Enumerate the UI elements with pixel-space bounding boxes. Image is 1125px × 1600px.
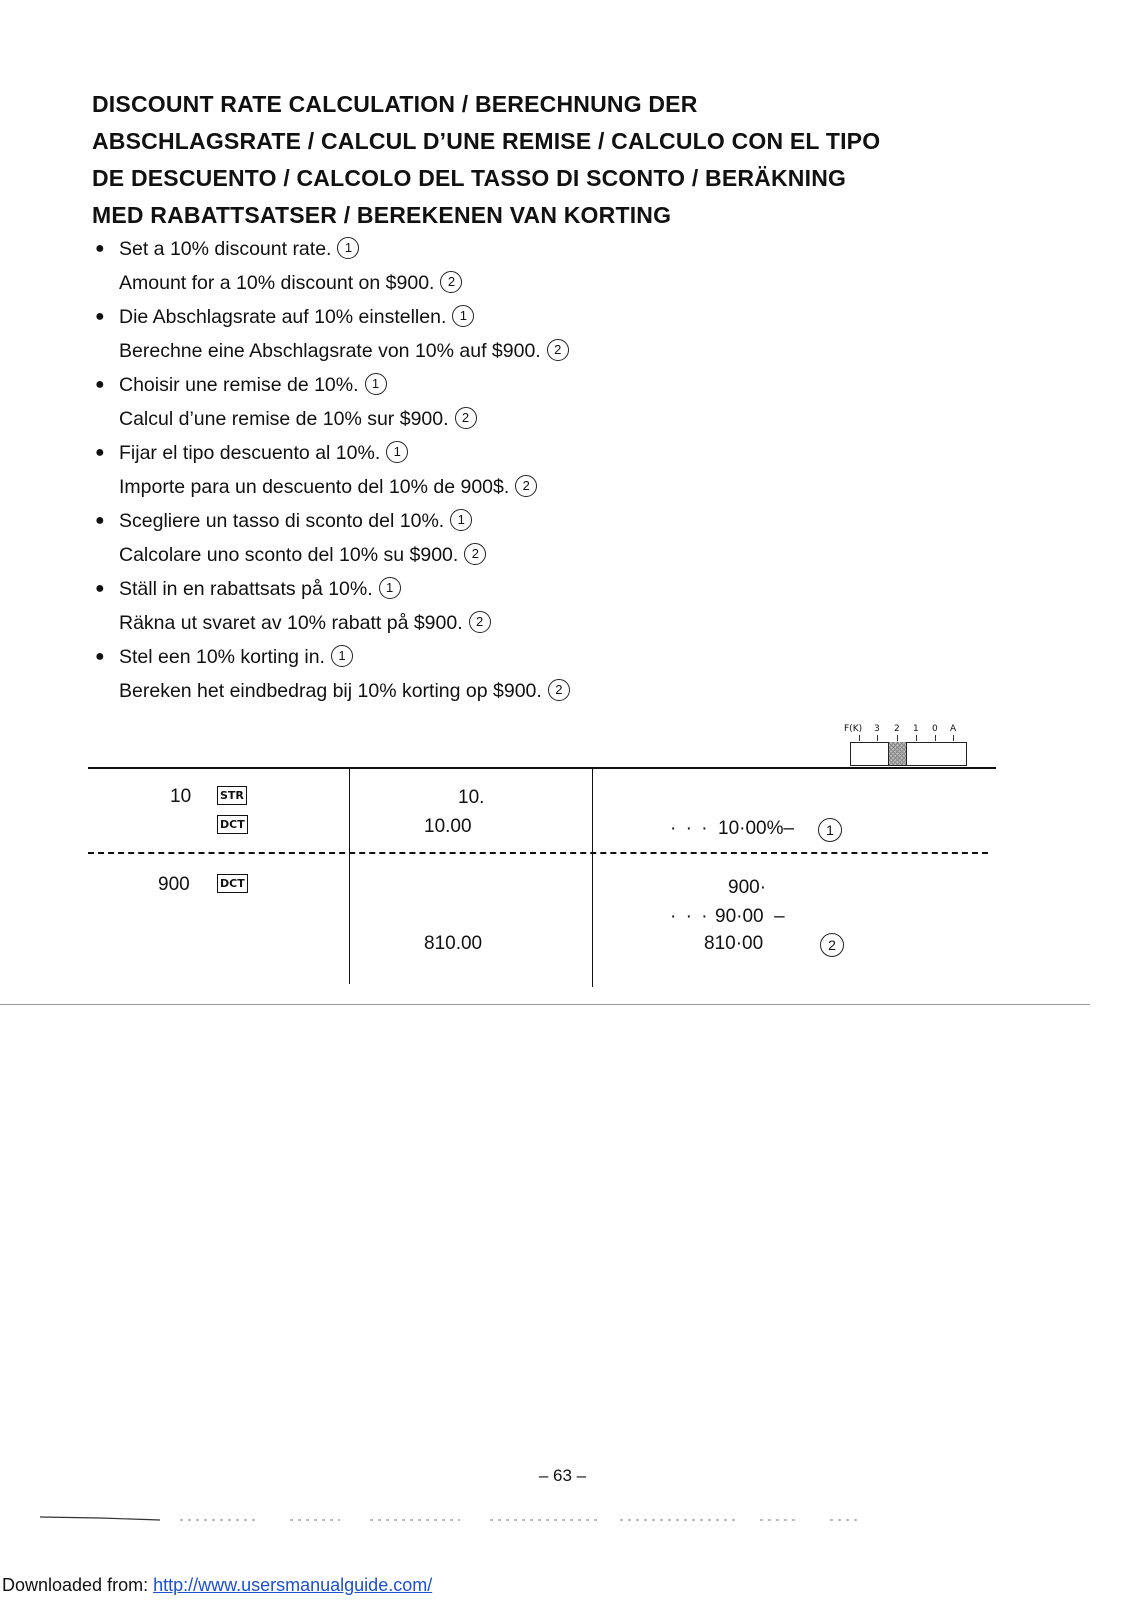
marker-one-icon: 1 xyxy=(379,577,401,599)
marker-two-icon: 2 xyxy=(455,407,477,429)
instruction-item-de xyxy=(92,300,992,368)
marker-one-icon: 1 xyxy=(365,373,387,395)
instruction-step-2: Berechne eine Abschlagsrate von 10% auf $900. xyxy=(119,340,541,362)
bullet-icon: ● xyxy=(95,376,105,393)
marker-one-icon: 1 xyxy=(386,441,408,463)
switch-label: 2 xyxy=(894,724,900,734)
instruction-item-it xyxy=(92,504,992,572)
instruction-step-1: Set a 10% discount rate. xyxy=(119,238,332,260)
switch-tick xyxy=(859,735,860,741)
table-top-rule xyxy=(88,767,996,769)
switch-label: 1 xyxy=(913,724,919,734)
instruction-step-1: Die Abschlagsrate auf 10% einstellen. xyxy=(119,306,447,328)
str-key: STR xyxy=(217,786,247,805)
instruction-item-nl xyxy=(92,640,992,708)
scan-artifact xyxy=(40,1515,950,1525)
instruction-item-es xyxy=(92,436,992,504)
instruction-step-2: Bereken het eindbedrag bij 10% korting op $900. xyxy=(119,680,542,702)
display-value: 10. xyxy=(458,787,485,808)
instruction-step-2: Calcul d’une remise de 10% sur $900. xyxy=(119,408,449,430)
dct-key: DCT xyxy=(217,815,248,834)
print-leader: · · · xyxy=(670,818,710,839)
display-value: 10.00 xyxy=(424,816,472,837)
marker-two-icon: 2 xyxy=(469,611,491,633)
title-line: MED RABATTSATSER / BEREKENEN VAN KORTING xyxy=(92,202,672,228)
printout-value: 90·00 – xyxy=(715,906,785,927)
switch-knob-icon xyxy=(888,742,907,765)
decimal-switch-diagram xyxy=(844,724,980,764)
instruction-step-2: Amount for a 10% discount on $900. xyxy=(119,272,435,294)
download-footer xyxy=(2,1575,432,1596)
switch-label: F(K) xyxy=(844,724,863,734)
switch-labels xyxy=(844,724,980,736)
switch-tick xyxy=(877,735,878,741)
footer-prefix: Downloaded from: xyxy=(2,1575,154,1595)
instruction-list xyxy=(92,232,992,708)
instruction-step-1: Choisir une remise de 10%. xyxy=(119,374,359,396)
printout-value: 900· xyxy=(728,877,767,898)
marker-two-icon: 2 xyxy=(547,339,569,361)
bullet-icon: ● xyxy=(95,512,105,529)
source-link[interactable]: http://www.usersmanualguide.com/ xyxy=(153,1575,433,1595)
instruction-step-2: Räkna ut svaret av 10% rabatt på $900. xyxy=(119,612,463,634)
switch-tick xyxy=(916,735,917,741)
instruction-item-en xyxy=(92,232,992,300)
key-entry: 10 xyxy=(170,786,192,807)
title-line: ABSCHLAGSRATE / CALCUL D’UNE REMISE / CALCULO CON EL TIPO xyxy=(92,128,881,154)
table-row-separator xyxy=(88,852,988,854)
table-column-divider xyxy=(349,767,350,984)
bullet-icon: ● xyxy=(95,648,105,665)
table-column-divider xyxy=(592,767,593,987)
instruction-step-2: Calcolare uno sconto del 10% su $900. xyxy=(119,544,459,566)
bullet-icon: ● xyxy=(95,240,105,257)
printout-value: 10·00%– xyxy=(718,818,795,839)
display-value: 810.00 xyxy=(424,933,483,954)
instruction-step-2: Importe para un descuento del 10% de 900$. xyxy=(119,476,510,498)
marker-two-icon: 2 xyxy=(548,679,570,701)
instruction-item-sv xyxy=(92,572,992,640)
marker-two-icon: 2 xyxy=(820,933,844,957)
dct-key: DCT xyxy=(217,874,248,893)
page-number: – 63 – xyxy=(538,1466,587,1485)
instruction-step-1: Fijar el tipo descuento al 10%. xyxy=(119,442,381,464)
marker-one-icon: 1 xyxy=(452,305,474,327)
printout-value: 810·00 xyxy=(704,933,764,954)
bullet-icon: ● xyxy=(95,308,105,325)
instruction-step-1: Stel een 10% korting in. xyxy=(119,646,325,668)
print-leader: · · · xyxy=(670,906,710,927)
key-entry: 900 xyxy=(158,874,190,895)
switch-tick xyxy=(897,735,898,741)
switch-label: 0 xyxy=(932,724,938,734)
marker-two-icon: 2 xyxy=(440,271,462,293)
bullet-icon: ● xyxy=(95,444,105,461)
instruction-item-fr xyxy=(92,368,992,436)
marker-one-icon: 1 xyxy=(450,509,472,531)
marker-two-icon: 2 xyxy=(515,475,537,497)
section-title xyxy=(92,86,1032,234)
switch-label: A xyxy=(950,724,957,734)
switch-label: 3 xyxy=(874,724,880,734)
title-line: DE DESCUENTO / CALCOLO DEL TASSO DI SCONTO / BERÄKNING xyxy=(92,165,847,191)
marker-one-icon: 1 xyxy=(331,645,353,667)
marker-one-icon: 1 xyxy=(818,818,842,842)
marker-two-icon: 2 xyxy=(464,543,486,565)
title-line: DISCOUNT RATE CALCULATION / BERECHNUNG DER xyxy=(92,91,698,117)
switch-track xyxy=(850,742,967,766)
instruction-step-1: Ställ in en rabattsats på 10%. xyxy=(119,578,373,600)
bullet-icon: ● xyxy=(95,580,105,597)
instruction-step-1: Scegliere un tasso di sconto del 10%. xyxy=(119,510,445,532)
marker-one-icon: 1 xyxy=(337,237,359,259)
switch-tick xyxy=(953,735,954,741)
switch-tick xyxy=(935,735,936,741)
section-bottom-rule xyxy=(0,1004,1090,1005)
